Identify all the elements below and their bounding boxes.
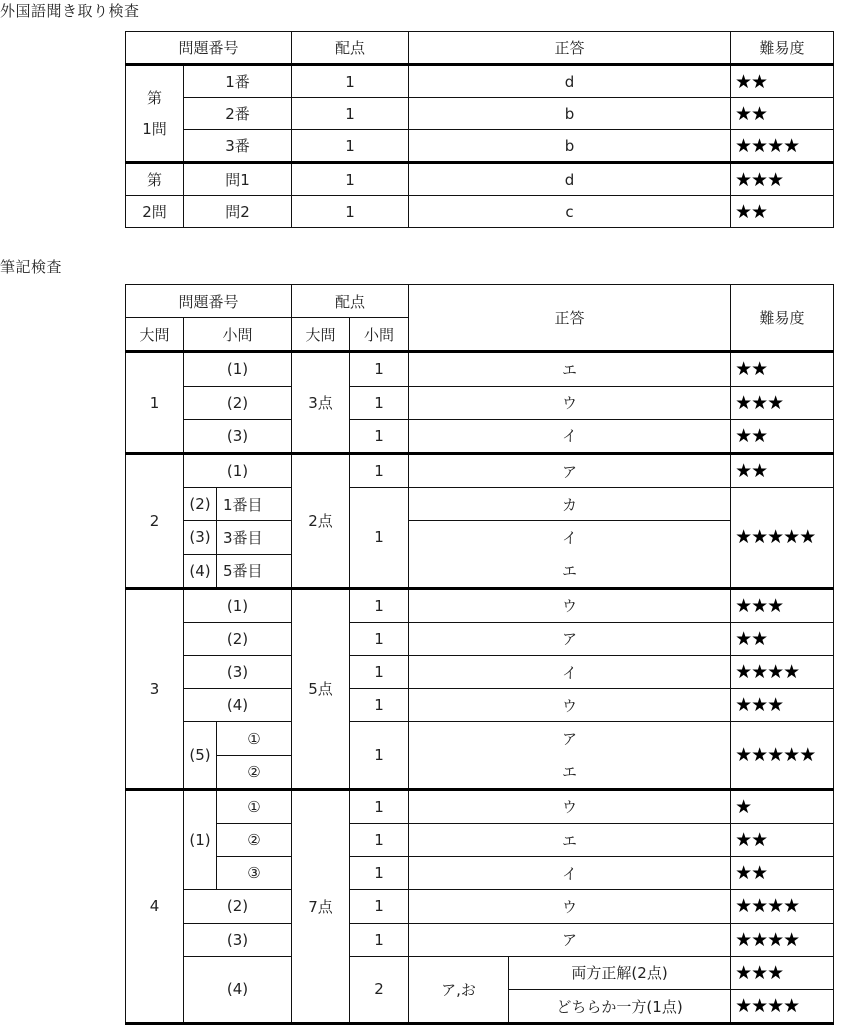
scoring-case: どちらか一方(1点) [509, 989, 731, 1023]
answer-cell: カ [409, 488, 731, 521]
q2-label-b: 2問 [126, 196, 184, 228]
answer-cell: ウ [409, 890, 731, 923]
points-cell: 1 [350, 857, 409, 890]
sub-sub-number: ① [217, 789, 292, 823]
q2-total: 2点 [292, 453, 350, 588]
table-row [126, 722, 834, 755]
answer-cell: ア,お [409, 956, 509, 1023]
difficulty-stars: ★★★★ [731, 989, 834, 1023]
points-cell: 1 [350, 656, 409, 689]
sub-number: 1番 [184, 65, 292, 98]
table-row [126, 521, 834, 554]
points-cell: 2 [350, 956, 409, 1023]
points-cell: 1 [350, 588, 409, 622]
points-cell: 1 [350, 789, 409, 823]
table-row [126, 163, 834, 196]
answer-cell: ウ [409, 588, 731, 622]
answer-cell: d [409, 65, 731, 98]
header-points-minor: 小問 [350, 318, 409, 352]
difficulty-stars: ★★ [731, 65, 834, 98]
header-difficulty: 難易度 [731, 285, 834, 352]
sub-number: (4) [184, 956, 292, 1023]
sub-number: (3) [184, 521, 217, 554]
sub-number: 問2 [184, 196, 292, 228]
answer-cell: b [409, 130, 731, 163]
difficulty-stars: ★ [731, 789, 834, 823]
difficulty-stars: ★★★★ [731, 130, 834, 163]
sub-number: (4) [184, 689, 292, 722]
table-header-row [126, 285, 834, 318]
table-row [126, 588, 834, 622]
sub-number: (5) [184, 722, 217, 789]
table-row [126, 656, 834, 689]
difficulty-stars: ★★★★★ [731, 722, 834, 789]
sub-number: (2) [184, 488, 217, 521]
answer-cell: ウ [409, 689, 731, 722]
sub-number: (4) [184, 554, 217, 588]
answer-cell: ウ [409, 789, 731, 823]
points-cell: 1 [350, 722, 409, 789]
table-row [126, 755, 834, 789]
points-cell: 1 [292, 196, 409, 228]
table-row [126, 890, 834, 923]
answer-cell: ア [409, 923, 731, 956]
points-cell: 1 [292, 130, 409, 163]
points-cell: 1 [350, 352, 409, 386]
listening-section-title: 外国語聞き取り検査 [0, 2, 140, 20]
points-cell: 1 [350, 689, 409, 722]
difficulty-stars: ★★★ [731, 689, 834, 722]
order-label: 3番目 [217, 521, 292, 554]
sub-number: (2) [184, 386, 292, 419]
points-cell: 1 [350, 824, 409, 857]
header-number: 問題番号 [126, 32, 292, 65]
q4-total: 7点 [292, 789, 350, 1023]
sub-sub-number: ② [217, 755, 292, 789]
points-cell: 1 [292, 163, 409, 196]
table-row [126, 419, 834, 453]
sub-sub-number: ③ [217, 857, 292, 890]
sub-number: (2) [184, 890, 292, 923]
q3-label: 3 [126, 588, 184, 789]
difficulty-stars: ★★ [731, 453, 834, 487]
sub-number: 3番 [184, 130, 292, 163]
sub-number: (2) [184, 622, 292, 655]
difficulty-stars: ★★ [731, 352, 834, 386]
table-row [126, 789, 834, 823]
table-row [126, 386, 834, 419]
answer-cell: ウ [409, 386, 731, 419]
q1-label-b: 1問 [142, 119, 167, 138]
table-row [126, 453, 834, 487]
points-cell: 1 [350, 488, 409, 589]
answer-cell: ア [409, 722, 731, 755]
sub-number: (1) [184, 588, 292, 622]
sub-number: 2番 [184, 98, 292, 130]
sub-number: (1) [184, 352, 292, 386]
difficulty-stars: ★★★ [731, 163, 834, 196]
sub-number: (3) [184, 419, 292, 453]
answer-cell: イ [409, 521, 731, 554]
table-header-row [126, 32, 834, 65]
difficulty-stars: ★★ [731, 196, 834, 228]
points-cell: 1 [350, 419, 409, 453]
sub-number: (3) [184, 923, 292, 956]
q2-label-a: 第 [126, 163, 184, 196]
sub-number: (1) [184, 453, 292, 487]
q2-label: 2 [126, 453, 184, 588]
difficulty-stars: ★★★★ [731, 923, 834, 956]
points-cell: 1 [292, 98, 409, 130]
header-answer: 正答 [409, 32, 731, 65]
header-major: 大問 [126, 318, 184, 352]
points-cell: 1 [350, 386, 409, 419]
answer-cell: c [409, 196, 731, 228]
table-row [126, 923, 834, 956]
sub-sub-number: ② [217, 824, 292, 857]
header-number: 問題番号 [126, 285, 292, 318]
table-row [126, 196, 834, 228]
sub-number: 問1 [184, 163, 292, 196]
table-row [126, 824, 834, 857]
order-label: 5番目 [217, 554, 292, 588]
order-label: 1番目 [217, 488, 292, 521]
difficulty-stars: ★★ [731, 98, 834, 130]
difficulty-stars: ★★ [731, 824, 834, 857]
header-points-major: 大問 [292, 318, 350, 352]
written-section-title: 筆記検査 [0, 258, 63, 276]
answer-cell: エ [409, 554, 731, 588]
listening-answer-table [125, 31, 834, 228]
difficulty-stars: ★★★ [731, 386, 834, 419]
answer-cell: ア [409, 453, 731, 487]
header-points: 配点 [292, 285, 409, 318]
answer-cell: エ [409, 755, 731, 789]
difficulty-stars: ★★★★★ [731, 488, 834, 589]
answer-cell: ア [409, 622, 731, 655]
points-cell: 1 [350, 923, 409, 956]
difficulty-stars: ★★ [731, 857, 834, 890]
points-cell: 1 [350, 890, 409, 923]
q1-total: 3点 [292, 352, 350, 454]
table-row [126, 956, 834, 989]
answer-cell: イ [409, 419, 731, 453]
q1-label [126, 65, 184, 163]
q4-label: 4 [126, 789, 184, 1023]
q1-label: 1 [126, 352, 184, 454]
q3-total: 5点 [292, 588, 350, 789]
answer-cell: イ [409, 857, 731, 890]
sub-number: (3) [184, 656, 292, 689]
difficulty-stars: ★★ [731, 622, 834, 655]
table-row [126, 65, 834, 98]
points-cell: 1 [350, 622, 409, 655]
table-row [126, 352, 834, 386]
table-row [126, 857, 834, 890]
difficulty-stars: ★★ [731, 419, 834, 453]
header-points: 配点 [292, 32, 409, 65]
table-row [126, 130, 834, 163]
written-answer-table [125, 284, 834, 1025]
q1-label-a: 第 [146, 88, 162, 107]
header-answer: 正答 [409, 285, 731, 352]
answer-cell: b [409, 98, 731, 130]
points-cell: 1 [350, 453, 409, 487]
header-minor: 小問 [184, 318, 292, 352]
sub-sub-number: ① [217, 722, 292, 755]
table-row [126, 554, 834, 588]
table-row [126, 488, 834, 521]
difficulty-stars: ★★★ [731, 956, 834, 989]
answer-cell: イ [409, 656, 731, 689]
table-row [126, 98, 834, 130]
answer-cell: エ [409, 824, 731, 857]
scoring-case: 両方正解(2点) [509, 956, 731, 989]
table-row [126, 689, 834, 722]
difficulty-stars: ★★★★ [731, 890, 834, 923]
header-difficulty: 難易度 [731, 32, 834, 65]
difficulty-stars: ★★★★ [731, 656, 834, 689]
difficulty-stars: ★★★ [731, 588, 834, 622]
answer-cell: エ [409, 352, 731, 386]
table-row [126, 622, 834, 655]
answer-cell: d [409, 163, 731, 196]
points-cell: 1 [292, 65, 409, 98]
sub-number: (1) [184, 789, 217, 890]
